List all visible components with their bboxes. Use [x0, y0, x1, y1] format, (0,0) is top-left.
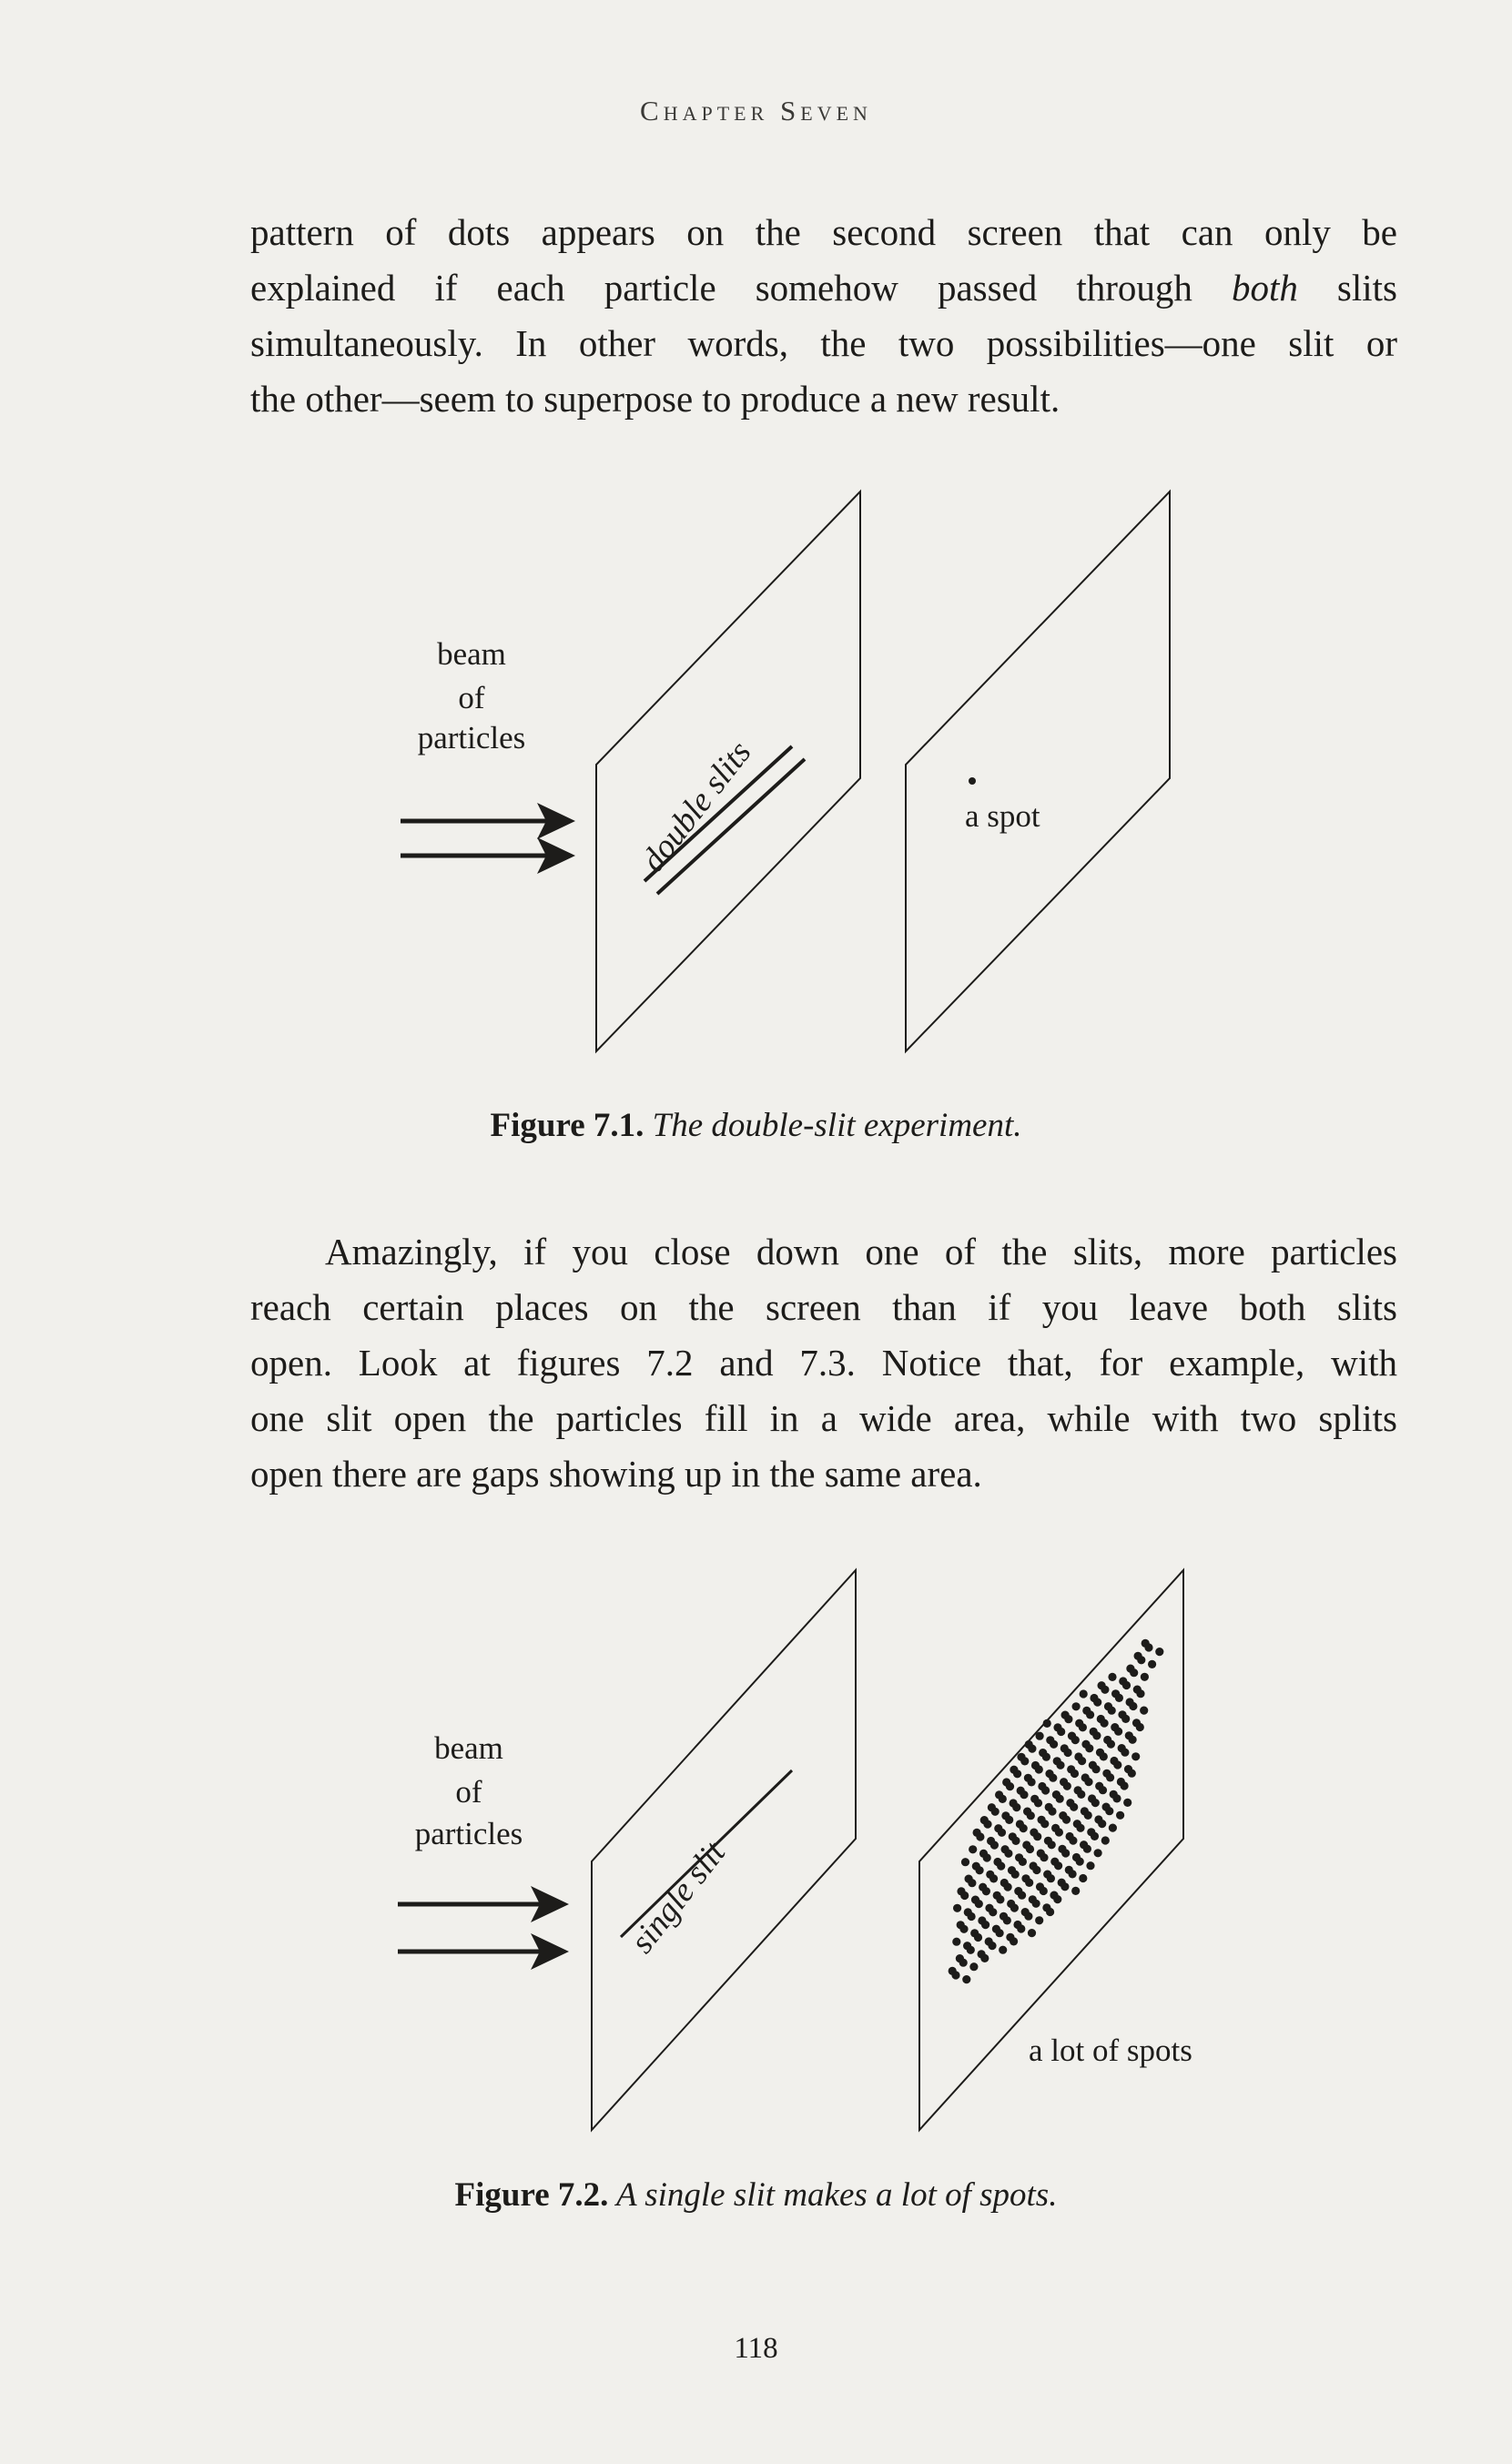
particle-spot — [1101, 1686, 1109, 1694]
particle-spot — [1032, 1900, 1040, 1908]
particle-spot — [976, 1832, 984, 1840]
particle-spot — [1070, 1803, 1078, 1811]
particle-spot — [1086, 1710, 1094, 1719]
particle-spot — [1048, 1840, 1056, 1849]
figure-double-slit — [0, 473, 1512, 1065]
particle-spot — [1112, 1794, 1121, 1802]
particle-spot — [1080, 1689, 1088, 1698]
particle-spot — [1032, 1866, 1040, 1874]
spots-label: a lot of spots — [1029, 2033, 1192, 2068]
particle-spot — [1093, 1698, 1101, 1707]
particle-spot — [1136, 1723, 1144, 1731]
particle-spot — [1148, 1660, 1156, 1668]
particle-spot — [1079, 1874, 1087, 1882]
particle-spot — [981, 1921, 989, 1929]
particle-spot — [1035, 1765, 1043, 1773]
particle-spot — [1091, 1799, 1100, 1807]
particle-spot — [1028, 1778, 1036, 1786]
particle-spot — [1026, 1845, 1034, 1853]
particle-spot — [1057, 1728, 1065, 1736]
running-head-text: Chapter Seven — [640, 95, 872, 127]
particle-spot — [982, 1887, 990, 1895]
particle-spot — [999, 1795, 1007, 1803]
particle-spot — [1040, 1887, 1048, 1895]
particle-spot — [1017, 1924, 1025, 1932]
particle-spot — [997, 1862, 1005, 1871]
particle-spot — [1076, 1824, 1084, 1832]
slit-screen — [592, 1570, 856, 2130]
page-number: 118 — [734, 2332, 778, 2365]
beam-label-line: of — [455, 1774, 482, 1810]
paragraph-2 — [250, 1224, 1397, 1502]
particle-spot — [1006, 1782, 1014, 1790]
particle-spot — [1011, 1837, 1020, 1845]
particle-spot — [1062, 1816, 1071, 1824]
particle-spot — [1122, 1681, 1131, 1689]
spot-label: a spot — [965, 798, 1040, 834]
particle-spot — [1024, 1912, 1032, 1921]
particle-spot — [1036, 1732, 1044, 1740]
paragraph-line: open there are gaps showing up in the same area. — [250, 1453, 982, 1495]
particle-spot — [1011, 1871, 1020, 1879]
particle-spot — [960, 1891, 969, 1900]
particle-spot — [951, 1971, 959, 1979]
beam-label-line: beam — [434, 1730, 503, 1766]
paragraph-line: open. Look at figures 7.2 and 7.3. Notice that, for example, with — [250, 1342, 1397, 1384]
particle-spot — [996, 1929, 1004, 1937]
running-head — [0, 95, 1512, 127]
particle-spot — [1099, 1786, 1107, 1794]
particle-spot — [1109, 1824, 1117, 1832]
particle-spot — [1092, 1765, 1101, 1773]
particle-spot — [968, 1879, 976, 1887]
particle-spot — [1064, 1749, 1072, 1757]
particle-spot — [1083, 1845, 1091, 1853]
particle-spot — [1041, 1786, 1050, 1794]
particle-spot — [952, 1938, 960, 1946]
particle-spot — [1076, 1858, 1084, 1866]
particle-spot — [969, 1962, 978, 1971]
paragraph-line: pattern of dots appears on the second screen that can only be — [250, 211, 1397, 253]
particle-spot — [1071, 1769, 1079, 1778]
particle-spot — [1054, 1861, 1062, 1870]
particle-spot — [983, 1820, 991, 1829]
particle-spot — [1050, 1740, 1058, 1749]
particle-spot — [1113, 1760, 1121, 1769]
particle-spot — [1061, 1849, 1070, 1857]
particle-spot — [1084, 1778, 1092, 1786]
beam-label-line: beam — [437, 636, 506, 672]
particle-spot — [1047, 1874, 1055, 1882]
particle-spot — [1129, 1736, 1137, 1744]
particle-spot — [996, 1895, 1004, 1903]
particle-spot — [1086, 1861, 1094, 1870]
particle-spot — [1107, 1740, 1115, 1749]
particle-spot — [1055, 1828, 1063, 1836]
particle-spot — [991, 1808, 1000, 1816]
beam-label-line: of — [458, 680, 485, 715]
particle-spot — [1049, 1774, 1057, 1782]
particle-spot — [968, 1912, 976, 1921]
particle-spot — [1010, 1904, 1019, 1912]
particle-spot — [1141, 1673, 1149, 1681]
particle-spot — [1101, 1836, 1110, 1844]
emphasis-word: both — [1231, 267, 1298, 309]
particle-spot — [1027, 1811, 1035, 1820]
particle-spot — [1094, 1849, 1102, 1857]
particle-spot — [1005, 1816, 1013, 1824]
particle-spot — [1085, 1744, 1093, 1752]
particle-spot — [1020, 1790, 1028, 1799]
particle-spot — [1121, 1781, 1129, 1790]
spot-mark — [969, 777, 976, 785]
particle-spot — [1108, 1707, 1116, 1715]
particle-spot — [1043, 1719, 1051, 1728]
particle-spot — [1116, 1811, 1124, 1820]
particle-spot — [959, 1959, 968, 1967]
caption-label: Figure 7.2. — [454, 2176, 609, 2214]
particle-spot — [1091, 1832, 1099, 1840]
particle-spot — [1004, 1850, 1012, 1858]
paragraph-line: simultaneously. In other words, the two possibilities—one slit or — [250, 322, 1397, 364]
particle-spot — [1013, 1769, 1021, 1778]
particle-spot — [1077, 1790, 1085, 1799]
particle-spot — [974, 1933, 982, 1942]
particle-spot — [959, 1925, 968, 1933]
particle-spot — [1020, 1824, 1028, 1832]
particle-spot — [980, 1954, 989, 1962]
particle-spot — [969, 1845, 977, 1853]
paragraph-line: one slit open the particles fill in a wide area, while with two splits — [250, 1397, 1397, 1439]
particle-spot — [983, 1853, 991, 1861]
particle-spot — [1069, 1870, 1077, 1878]
particle-spot — [1128, 1769, 1136, 1778]
particle-spot — [1004, 1883, 1012, 1891]
particle-spot — [1034, 1799, 1042, 1807]
beam-label-line: particles — [414, 1816, 523, 1851]
paragraph-line-text: slits — [1297, 267, 1397, 309]
spot-cloud — [949, 1639, 1164, 1983]
beam-arrow — [401, 837, 575, 874]
particle-spot — [1121, 1749, 1129, 1757]
particle-spot — [1040, 1853, 1048, 1861]
particle-spot — [990, 1841, 999, 1850]
particle-spot — [1025, 1879, 1033, 1887]
particle-spot — [961, 1858, 969, 1866]
particle-spot — [1130, 1668, 1138, 1677]
figure-7-2-caption — [0, 2175, 1512, 2215]
slit-label: double slits — [634, 734, 759, 879]
particle-spot — [1020, 1757, 1029, 1765]
paragraph-line: reach certain places on the screen than if you leave both slits — [250, 1286, 1397, 1328]
particle-spot — [1078, 1757, 1086, 1765]
beam-arrow — [401, 803, 575, 839]
particle-spot — [989, 1874, 998, 1882]
particle-spot — [989, 1908, 997, 1916]
particle-spot — [1079, 1723, 1087, 1731]
particle-spot — [1129, 1702, 1137, 1710]
particle-spot — [1028, 1745, 1036, 1753]
paragraph-line: Amazingly, if you close down one of the slits, more particles — [325, 1231, 1397, 1273]
particle-spot — [1101, 1719, 1109, 1728]
beam-label-line: particles — [417, 720, 526, 755]
figure-7-1-caption — [0, 1106, 1512, 1145]
particle-spot — [1048, 1807, 1056, 1815]
particle-spot — [1053, 1895, 1061, 1903]
detector-screen — [906, 492, 1170, 1051]
particle-spot — [1033, 1832, 1041, 1840]
particle-spot — [1046, 1908, 1054, 1916]
particle-spot — [1063, 1782, 1071, 1790]
caption-text: A single slit makes a lot of spots. — [608, 2176, 1058, 2214]
particle-spot — [1108, 1673, 1116, 1681]
particle-spot — [975, 1900, 983, 1908]
particle-spot — [1155, 1648, 1163, 1656]
particle-spot — [1071, 1736, 1080, 1744]
particle-spot — [1060, 1882, 1069, 1891]
particle-spot — [1010, 1937, 1018, 1945]
particle-spot — [1100, 1752, 1108, 1760]
particle-spot — [967, 1946, 975, 1954]
particle-spot — [1114, 1728, 1122, 1736]
particle-spot — [1072, 1702, 1081, 1710]
particle-spot — [1028, 1929, 1036, 1937]
particle-spot — [1136, 1689, 1144, 1698]
particle-spot — [953, 1904, 961, 1912]
paragraph-1 — [250, 205, 1397, 427]
figure-single-slit — [0, 1547, 1512, 2166]
caption-label: Figure 7.1. — [490, 1107, 644, 1144]
particle-spot — [1137, 1656, 1145, 1664]
particle-spot — [1121, 1715, 1130, 1723]
particle-spot — [1084, 1811, 1092, 1820]
particle-spot — [1131, 1752, 1140, 1760]
particle-spot — [1092, 1731, 1101, 1739]
slit-label: single slit — [623, 1834, 734, 1961]
particle-spot — [1105, 1807, 1113, 1815]
paragraph-line-text: explained if each particle somehow passed through — [250, 267, 1232, 309]
paragraph-line: the other—seem to superpose to produce a new result. — [250, 378, 1060, 420]
particle-spot — [1098, 1820, 1106, 1828]
particle-spot — [1040, 1820, 1049, 1828]
particle-spot — [1019, 1858, 1027, 1866]
beam-arrow — [398, 1933, 569, 1970]
particle-spot — [1115, 1694, 1123, 1702]
particle-spot — [1003, 1916, 1011, 1924]
particle-spot — [1106, 1773, 1114, 1781]
caption-text: The double-slit experiment. — [644, 1107, 1022, 1144]
particle-spot — [976, 1866, 984, 1874]
particle-spot — [1144, 1643, 1152, 1651]
particle-spot — [1042, 1753, 1050, 1761]
particle-spot — [1012, 1803, 1020, 1811]
particle-spot — [988, 1942, 996, 1950]
particle-spot — [999, 1946, 1007, 1954]
particle-spot — [1140, 1707, 1148, 1715]
beam-arrow — [398, 1886, 569, 1922]
particle-spot — [998, 1829, 1006, 1837]
particle-spot — [1064, 1715, 1072, 1723]
paragraph-line — [250, 260, 1397, 316]
particle-spot — [1035, 1916, 1043, 1924]
particle-spot — [1018, 1891, 1026, 1900]
particle-spot — [1071, 1887, 1080, 1895]
particle-spot — [1069, 1837, 1077, 1845]
particle-spot — [962, 1975, 970, 1983]
particle-spot — [1123, 1799, 1131, 1807]
particle-spot — [1056, 1761, 1064, 1769]
particle-spot — [1056, 1795, 1064, 1803]
